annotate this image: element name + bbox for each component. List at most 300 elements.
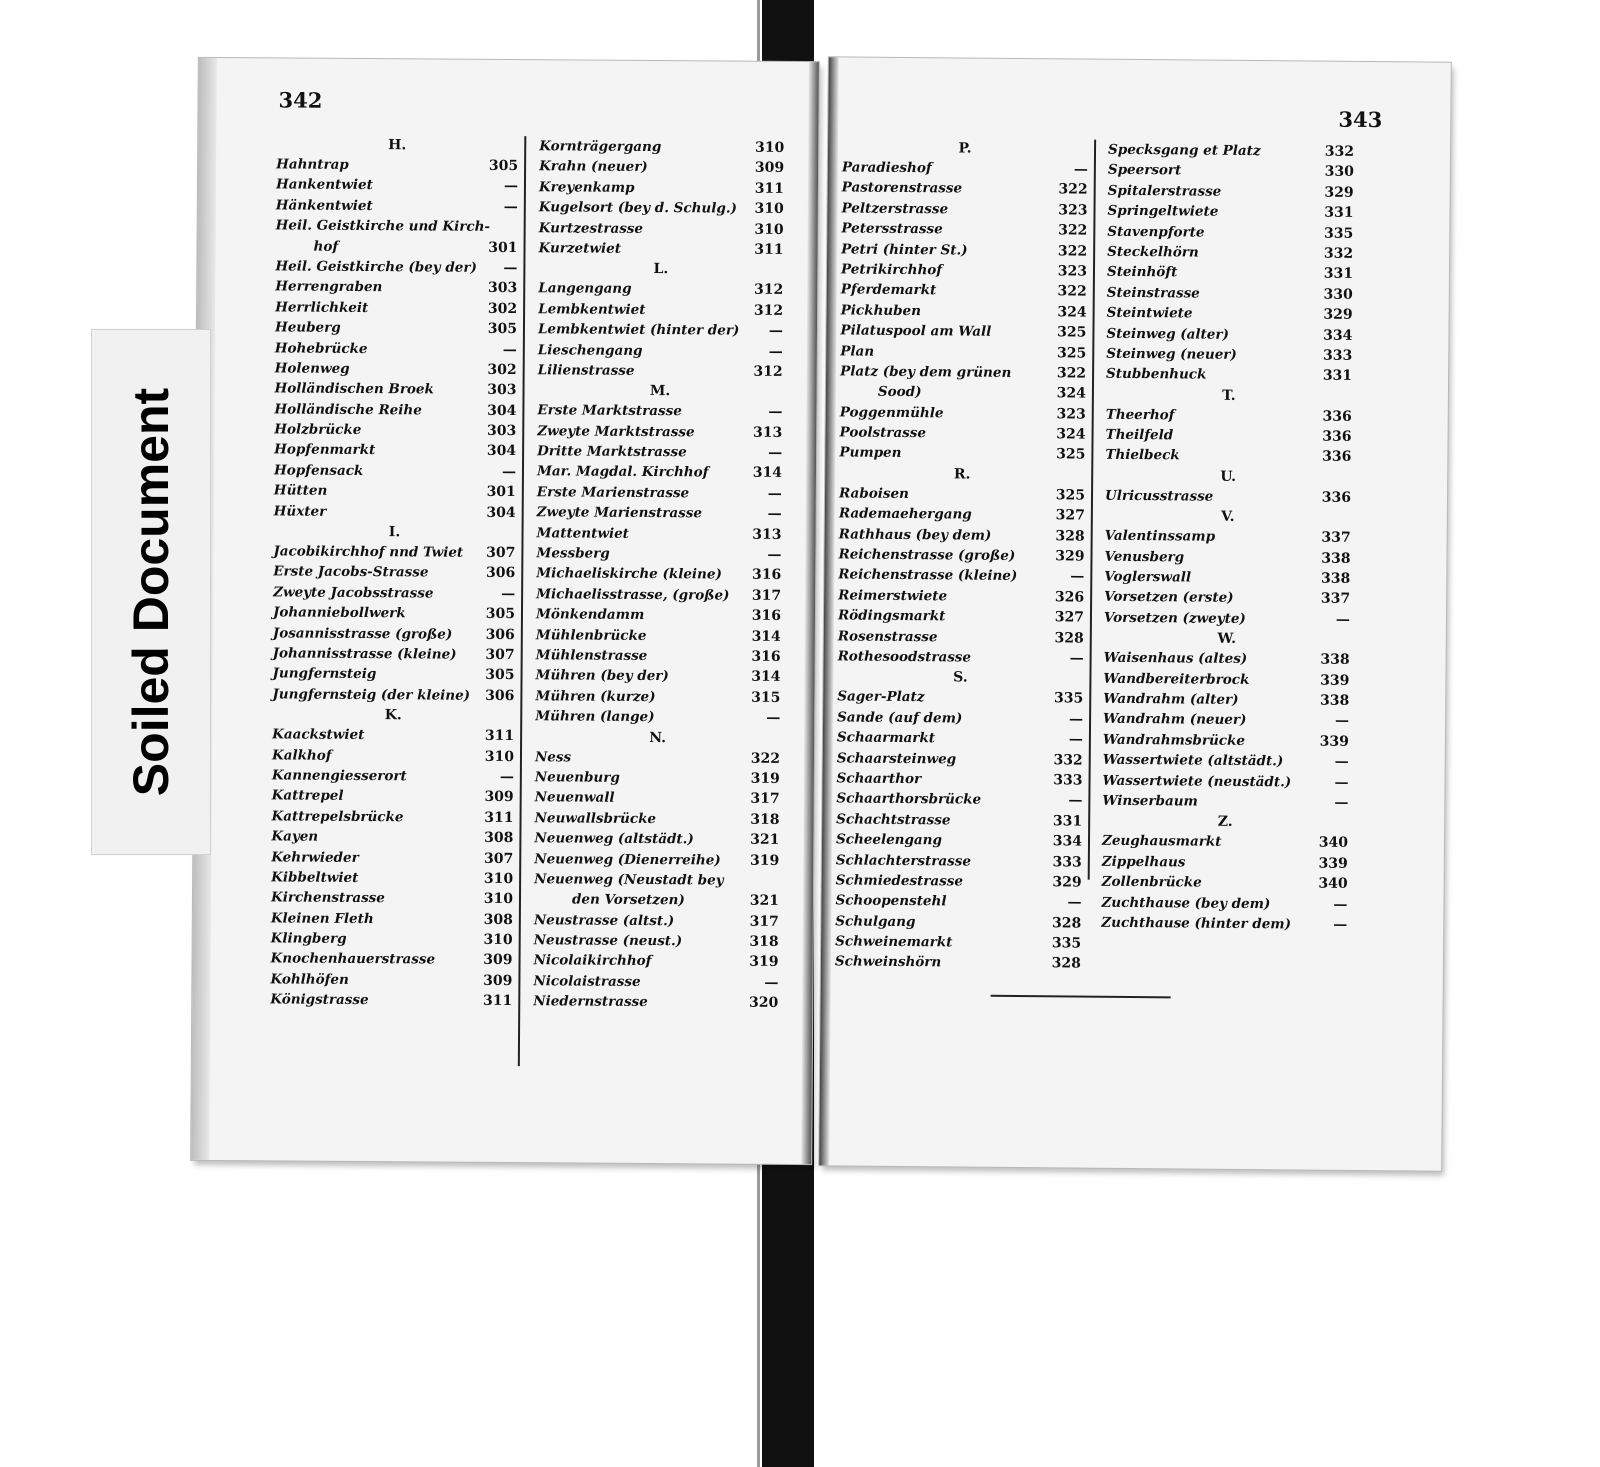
street-name: Knochenhauerstrasse <box>270 950 436 968</box>
index-entry <box>1106 364 1352 387</box>
page-reference: 304 <box>486 504 516 521</box>
index-entry <box>535 666 780 688</box>
page-reference: 305 <box>487 320 518 338</box>
page-reference: 323 <box>1058 202 1088 219</box>
index-entry <box>274 379 516 401</box>
page-reference: 333 <box>1052 853 1082 871</box>
street-name: Herrlichkeit <box>275 299 369 316</box>
street-name: Wassertwiete (altstädt.) <box>1102 751 1284 770</box>
index-entry <box>837 728 1083 751</box>
index-entry <box>836 789 1082 812</box>
page-reference: — <box>764 974 779 991</box>
page-reference: 322 <box>1058 181 1088 198</box>
street-name: Neustrasse (altst.) <box>533 911 675 929</box>
index-entry <box>271 867 513 889</box>
street-name: Reimerstwiete <box>838 587 948 605</box>
section-letter: L. <box>653 261 669 278</box>
page-reference: 310 <box>483 891 514 908</box>
street-name: Theilfeld <box>1105 426 1174 444</box>
page-reference: 310 <box>483 931 513 949</box>
street-name: Jacobikirchhof nnd Twiet <box>273 543 464 561</box>
page-reference: 324 <box>1056 385 1086 402</box>
street-name: Lilienstrasse <box>537 362 635 379</box>
section-letter: K. <box>384 707 402 724</box>
index-entry <box>840 361 1086 384</box>
index-entry <box>1104 567 1350 590</box>
page-reference: 335 <box>1324 225 1354 242</box>
index-entry <box>538 319 783 341</box>
index-entry <box>839 524 1085 547</box>
street-name: Nicolaikirchhof <box>533 952 652 970</box>
page-reference: — <box>766 709 781 727</box>
page-reference: — <box>499 768 514 786</box>
street-name: Niedernstrasse <box>533 993 648 1011</box>
street-name: Kleinen Fleth <box>270 910 374 927</box>
street-name: Schaarsteinweg <box>836 749 957 767</box>
index-entry <box>273 643 515 665</box>
index-entry <box>275 338 517 360</box>
index-entry <box>272 786 514 808</box>
index-entry <box>1102 851 1348 874</box>
index-entry <box>840 402 1086 425</box>
street-name: Johanniebollwerk <box>272 604 406 622</box>
index-entry <box>838 585 1084 608</box>
street-name: Michaeliskirche (kleine) <box>536 565 722 583</box>
page-reference: — <box>1068 792 1083 809</box>
index-entry <box>1102 831 1348 854</box>
index-entry <box>1102 791 1348 814</box>
street-name: Zweyte Marienstrasse <box>536 504 703 522</box>
page-reference: 329 <box>1055 548 1085 565</box>
index-entry <box>534 849 779 871</box>
index-entry <box>276 195 518 217</box>
index-entry <box>271 888 513 910</box>
page-reference: 322 <box>1056 365 1087 382</box>
page-reference: 334 <box>1052 833 1083 850</box>
street-name: Hopfensack <box>273 462 364 479</box>
index-entry <box>836 850 1082 873</box>
index-entry <box>537 502 782 524</box>
page-reference: 304 <box>486 443 517 460</box>
index-entry <box>534 869 779 891</box>
index-entry <box>841 300 1087 323</box>
street-name: Neuenburg <box>534 769 620 786</box>
street-name: Rademaehergang <box>838 505 972 523</box>
page-reference: 325 <box>1056 344 1087 362</box>
page-reference: 336 <box>1322 428 1352 445</box>
index-entry <box>840 321 1086 344</box>
page-reference: 336 <box>1322 449 1352 466</box>
page-reference: 301 <box>486 484 516 501</box>
street-name: Schweinshörn <box>834 953 942 971</box>
index-entry <box>533 971 778 993</box>
index-column-left-1 <box>270 134 518 1011</box>
page-reference: 340 <box>1318 834 1349 852</box>
street-name: Kirchenstrasse <box>270 889 385 907</box>
page-reference: — <box>1068 731 1083 748</box>
street-name: Michaelisstrasse, (große) <box>536 586 730 604</box>
page-reference: 322 <box>1057 242 1088 260</box>
index-entry <box>536 564 781 586</box>
street-name: Sager-Platz <box>837 688 925 706</box>
street-name: Hütten <box>273 482 328 500</box>
page-reference: 330 <box>1324 164 1354 181</box>
street-name: Klingberg <box>270 930 347 947</box>
index-entry <box>1108 160 1354 183</box>
street-name: Rosenstrasse <box>837 628 938 645</box>
section-letter: U. <box>1220 468 1237 485</box>
index-entry <box>271 826 513 848</box>
street-name: Kreyenkamp <box>538 179 635 196</box>
street-name: Pferdemarkt <box>840 281 937 299</box>
index-entry <box>534 910 779 932</box>
index-entry <box>275 256 517 278</box>
index-entry <box>273 562 515 584</box>
index-entry <box>1103 750 1349 773</box>
street-name: Königstrasse <box>270 991 369 1009</box>
page-reference: 337 <box>1321 529 1351 547</box>
soiled-document-stamp <box>92 330 210 854</box>
index-entry <box>1108 181 1354 204</box>
index-entry <box>275 236 517 258</box>
page-reference: 322 <box>1057 283 1087 300</box>
section-letter: W. <box>1217 630 1237 648</box>
page-reference: — <box>503 198 518 215</box>
index-entry <box>538 299 783 321</box>
index-entry <box>536 584 781 606</box>
index-entry <box>841 219 1087 242</box>
street-name: Poolstrasse <box>839 424 927 442</box>
page-reference: 312 <box>753 302 784 319</box>
page-reference: — <box>767 506 782 523</box>
street-name: Heuberg <box>274 319 341 336</box>
street-name: Steintwiete <box>1106 304 1193 322</box>
street-name: Hankentwiet <box>275 176 373 194</box>
page-reference: — <box>1069 650 1084 667</box>
page-reference: — <box>1334 774 1349 791</box>
page-reference: 309 <box>484 789 514 806</box>
page-reference: 307 <box>485 646 515 664</box>
index-entry <box>275 358 517 380</box>
page-reference: 328 <box>1051 914 1082 932</box>
page-reference: 317 <box>750 791 780 808</box>
index-entry <box>539 136 784 158</box>
page-reference: 332 <box>1324 143 1355 160</box>
street-name: Mühren (bey der) <box>535 667 669 685</box>
street-name: Zuchthause (bey dem) <box>1101 894 1271 912</box>
street-name: Erste Jacobs-Strasse <box>273 563 429 581</box>
page-reference: — <box>503 259 518 277</box>
index-entry <box>535 788 780 810</box>
street-name: Erste Marktstrasse <box>537 402 682 420</box>
page-reference: 314 <box>752 465 783 482</box>
page-number-right: 343 <box>1338 106 1383 133</box>
street-name: Langengang <box>538 280 632 298</box>
index-entry <box>537 462 782 484</box>
street-name: Zollenbrücke <box>1101 873 1202 891</box>
page-reference: 329 <box>1324 184 1354 201</box>
page-reference: 328 <box>1054 629 1084 647</box>
index-entry <box>1105 425 1351 448</box>
street-name: Neustrasse (neust.) <box>533 932 683 950</box>
page-reference: — <box>767 546 782 563</box>
index-entry <box>274 440 516 462</box>
index-entry <box>533 951 778 973</box>
page-reference: 319 <box>749 954 779 971</box>
index-column-right-2 <box>1101 140 1354 935</box>
street-name: Krahn (neuer) <box>539 158 648 176</box>
index-entry <box>270 949 512 971</box>
index-entry <box>535 686 780 708</box>
street-name: Zeughausmarkt <box>1101 833 1222 851</box>
street-name: Neuwallsbrücke <box>534 809 657 827</box>
index-entry <box>838 646 1084 669</box>
index-entry <box>1105 445 1351 468</box>
street-name: Raboisen <box>838 485 909 502</box>
section-letter: R. <box>953 466 971 483</box>
street-name: Plan <box>840 342 875 360</box>
page-reference: 321 <box>749 892 780 910</box>
page-reference: 324 <box>1057 304 1087 321</box>
street-name: Reichenstrasse (kleine) <box>838 566 1018 585</box>
page-reference: — <box>1067 894 1082 911</box>
index-entry <box>839 422 1085 445</box>
page-reference: 338 <box>1321 550 1351 567</box>
index-entry <box>270 969 512 991</box>
street-name: Ulricusstrasse <box>1104 487 1214 505</box>
index-entry <box>840 382 1086 405</box>
street-name: den Vorsetzen) <box>571 891 685 909</box>
index-entry <box>539 197 784 219</box>
page-reference: 305 <box>485 667 515 684</box>
index-entry <box>538 360 783 382</box>
page-reference: 302 <box>487 361 517 378</box>
section-letter: H. <box>388 137 407 154</box>
page-reference: 334 <box>1323 327 1353 344</box>
street-name: Schoopenstehl <box>835 892 947 910</box>
index-entry <box>273 582 515 604</box>
street-name: Mühren (kurze) <box>535 687 656 705</box>
left-page <box>191 58 819 1164</box>
page-reference: 315 <box>751 689 781 706</box>
page-reference: — <box>768 444 783 462</box>
index-column-left-2 <box>533 136 784 1013</box>
page-reference: 323 <box>1057 263 1088 280</box>
page-reference: — <box>1333 896 1348 913</box>
page-reference: 331 <box>1322 367 1353 385</box>
index-entry <box>1102 770 1348 793</box>
index-entry <box>539 218 784 240</box>
page-reference: 318 <box>749 933 779 950</box>
street-name: Zippelhaus <box>1101 853 1186 871</box>
street-name: Steinweg (alter) <box>1106 325 1229 343</box>
page-reference: 333 <box>1053 772 1083 789</box>
street-name: Steinstrasse <box>1106 284 1200 302</box>
page-reference: 328 <box>1051 955 1082 972</box>
page-reference: — <box>768 343 783 360</box>
page-reference: — <box>1333 916 1348 933</box>
street-name: Schmiedestrasse <box>835 872 964 890</box>
street-name: Lembkentwiet (hinter der) <box>537 321 740 339</box>
street-name: Schachtstrasse <box>836 811 951 829</box>
page-reference: 327 <box>1054 609 1085 626</box>
page-reference: 326 <box>1054 589 1085 606</box>
closing-rule <box>991 995 1171 999</box>
page-reference: 331 <box>1052 813 1083 830</box>
street-name: Pickhuben <box>840 302 922 319</box>
page-reference: 336 <box>1322 408 1352 425</box>
street-name: Zuchthause (hinter dem) <box>1101 914 1292 933</box>
index-entry <box>539 157 784 179</box>
page-reference: — <box>1335 713 1350 730</box>
index-entry <box>539 177 784 199</box>
index-entry <box>538 238 783 260</box>
page-reference: — <box>1335 611 1351 628</box>
index-entry <box>273 541 515 563</box>
index-entry <box>835 891 1081 914</box>
index-entry <box>1108 140 1354 163</box>
street-name: Reichenstrasse (große) <box>838 546 1016 564</box>
index-entry <box>536 645 781 667</box>
street-name: Rödingsmarkt <box>837 607 946 625</box>
index-entry <box>1106 404 1352 427</box>
index-entry <box>840 341 1086 364</box>
right-page <box>819 57 1451 1170</box>
index-entry <box>1107 242 1353 265</box>
street-name: Thielbeck <box>1105 447 1180 464</box>
street-name: Messberg <box>536 545 610 562</box>
index-entry <box>1104 587 1350 610</box>
street-name: Sande (auf dem) <box>837 709 963 727</box>
index-entry <box>534 828 779 850</box>
page-reference: 310 <box>754 139 785 156</box>
index-entry <box>838 544 1084 567</box>
page-reference: 323 <box>1056 405 1086 423</box>
page-reference: — <box>501 463 517 480</box>
page-reference: 332 <box>1323 245 1354 262</box>
page-reference: — <box>1334 794 1349 811</box>
page-reference: 303 <box>486 422 517 440</box>
index-entry <box>271 806 513 828</box>
page-reference: 303 <box>487 280 518 297</box>
street-name: Schlachterstrasse <box>835 851 972 870</box>
page-reference: 327 <box>1055 507 1085 524</box>
index-entry <box>835 911 1081 934</box>
street-name: Platz (bey dem grünen <box>840 363 1012 381</box>
section-letter: P. <box>958 140 972 157</box>
page-reference: 306 <box>485 626 515 643</box>
street-name: Winserbaum <box>1102 792 1198 810</box>
index-entry <box>1107 262 1353 285</box>
street-name: Neuenweg (altstädt.) <box>534 830 694 848</box>
page-reference: 318 <box>750 811 780 828</box>
street-name: Jungfernsteig (der kleine) <box>272 686 471 704</box>
street-name: Kurtzestrasse <box>538 219 644 237</box>
page-reference: 339 <box>1320 672 1350 689</box>
page-reference: 333 <box>1322 347 1353 364</box>
street-name: Theerhof <box>1105 406 1175 424</box>
street-name: Mühlenbrücke <box>535 626 647 644</box>
index-entry <box>835 931 1081 954</box>
page-reference: 303 <box>487 382 517 399</box>
index-entry <box>837 748 1083 771</box>
page-reference: 313 <box>752 526 782 543</box>
page-reference: 330 <box>1323 286 1353 303</box>
page-reference: — <box>503 178 519 195</box>
street-name: Kibbeltwiet <box>271 869 359 886</box>
index-entry <box>1107 303 1353 326</box>
street-name: Mar. Magdal. Kirchhof <box>536 463 709 481</box>
index-entry <box>841 280 1087 303</box>
page-reference: 325 <box>1055 487 1086 504</box>
street-name: Steinhöft <box>1106 264 1178 281</box>
page-reference: 338 <box>1320 651 1350 669</box>
index-entry <box>273 603 515 625</box>
street-name: Josannisstrasse (große) <box>272 624 453 643</box>
street-name: Schaarthor <box>836 770 922 788</box>
index-entry <box>1107 201 1353 224</box>
column-divider <box>518 136 526 1066</box>
index-entry <box>836 830 1082 853</box>
page-reference: 331 <box>1324 204 1354 222</box>
index-entry <box>272 745 514 767</box>
index-entry <box>538 279 783 301</box>
street-name: Kurzetwiet <box>538 240 622 257</box>
index-entry <box>274 460 516 482</box>
index-entry <box>537 441 782 463</box>
index-entry <box>538 340 783 362</box>
index-entry <box>275 277 517 299</box>
index-entry <box>270 990 512 1012</box>
street-name: Hopfenmarkt <box>274 441 376 459</box>
page-reference: 320 <box>748 994 779 1012</box>
page-reference: — <box>768 404 783 421</box>
street-name: Mühlenstrasse <box>535 647 648 664</box>
index-entry <box>535 767 780 789</box>
index-entry <box>836 768 1082 791</box>
street-name: Pumpen <box>839 444 902 462</box>
page-reference: 338 <box>1321 570 1351 587</box>
street-name: Schulgang <box>835 913 916 930</box>
page-reference: 329 <box>1323 306 1353 324</box>
page-reference: 312 <box>753 363 783 380</box>
page-reference: 337 <box>1320 591 1351 608</box>
street-name: Hänkentwiet <box>275 197 373 214</box>
index-entry <box>1107 282 1353 305</box>
page-reference: 311 <box>484 728 515 745</box>
street-name: Wandrahm (alter) <box>1103 690 1239 708</box>
index-entry <box>1106 323 1352 346</box>
page-reference: 316 <box>751 567 782 584</box>
street-name: Neuenweg (Neustadt bey <box>534 871 724 889</box>
page-reference: 331 <box>1323 265 1354 283</box>
page-reference: 308 <box>483 911 513 928</box>
index-entry <box>1105 526 1351 549</box>
street-name: Rothesoodstrasse <box>837 648 972 666</box>
page-reference: 305 <box>488 157 519 175</box>
index-entry <box>1101 913 1347 936</box>
street-name: Kaackstwiet <box>272 726 365 744</box>
index-entry <box>272 725 514 747</box>
index-entry <box>841 198 1087 221</box>
index-entry <box>835 952 1081 975</box>
street-name: Schaarmarkt <box>836 729 936 747</box>
street-name: Paradieshof <box>841 159 932 177</box>
street-name: Neuenweg (Dienerreihe) <box>534 850 721 869</box>
section-letter: I. <box>388 524 401 541</box>
page-reference: 313 <box>752 424 783 441</box>
index-entry <box>273 623 515 645</box>
